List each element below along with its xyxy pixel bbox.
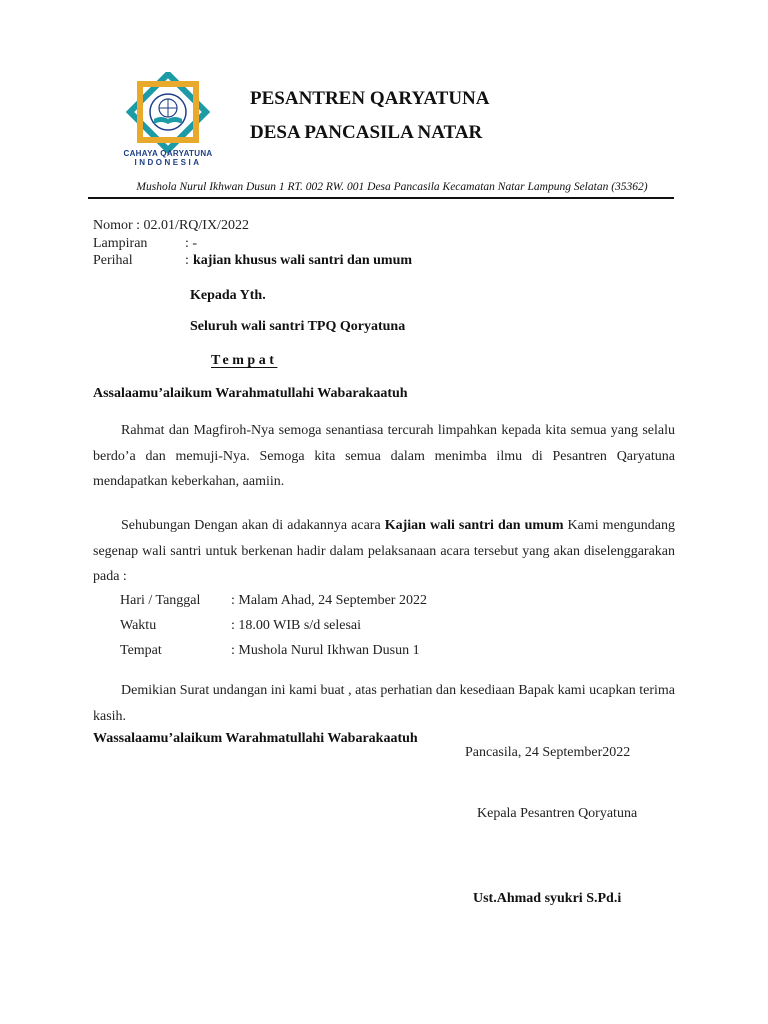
signature-place-date: Pancasila, 24 September2022 [465, 745, 631, 760]
letter-number: Nomor : 02.01/RQ/IX/2022 [93, 218, 249, 233]
subject-value: kajian khusus wali santri dan umum [193, 253, 413, 268]
detail-value-time: : 18.00 WIB s/d selesai [231, 618, 362, 633]
recipient-name: Seluruh wali santri TPQ Qoryatuna [190, 319, 406, 334]
paragraph-opening-text: Rahmat dan Magfiroh-Nya semoga senantiasa tercurah limpahkan kepada kita semua yang selalu berdo’a dan memuji-Nya. Semoga kita semua dalam menimba ilmu di Pesantren Qaryatuna mendapatkan keberkahan, aamiin. [93, 423, 675, 489]
recipient-place: Tempat [211, 353, 278, 368]
header-divider [88, 197, 674, 199]
detail-value-date: : Malam Ahad, 24 September 2022 [231, 593, 427, 608]
attachment-label: Lampiran [93, 236, 148, 251]
logo-caption-line1: CAHAYA QARYATUNA [123, 149, 213, 158]
opening-greeting: Assalaamu’alaikum Warahmatullahi Wabarakaatuh [93, 386, 408, 401]
paragraph-invitation-text-2: Kami mengundang segenap wali santri untuk berkenan hadir dalam pelaksanaan acara tersebut yang akan diselenggarakan pada : [93, 518, 675, 584]
logo-caption-line2: INDONESIA [134, 158, 202, 167]
event-name: Kajian wali santri dan umum [384, 518, 564, 533]
recipient-salutation: Kepada Yth. [190, 288, 266, 303]
paragraph-opening [93, 418, 675, 495]
paragraph-closing-text: Demikian Surat undangan ini kami buat , atas perhatian dan kesediaan Bapak kami ucapkan terima kasih. [93, 683, 675, 724]
closing-greeting: Wassalaamu’alaikum Warahmatullahi Wabarakaatuh [93, 731, 418, 746]
subject-colon: : [185, 253, 189, 268]
subject-label: Perihal [93, 253, 133, 268]
detail-label-time: Waktu [120, 618, 157, 633]
attachment-value: : - [185, 236, 198, 251]
paragraph-closing [93, 678, 675, 729]
detail-label-place: Tempat [120, 643, 162, 658]
paragraph-invitation [93, 513, 675, 590]
institution-subtitle: DESA PANCASILA NATAR [250, 122, 483, 143]
detail-label-date: Hari / Tanggal [120, 593, 201, 608]
institution-title: PESANTREN QARYATUNA [250, 88, 490, 109]
signature-position: Kepala Pesantren Qoryatuna [477, 806, 638, 821]
detail-value-place: : Mushola Nurul Ikhwan Dusun 1 [231, 643, 420, 658]
paragraph-invitation-text-1: Sehubungan Dengan akan di adakannya acara [121, 518, 385, 533]
signature-name: Ust.Ahmad syukri S.Pd.i [473, 891, 622, 906]
logo-caption [108, 149, 228, 167]
address-line: Mushola Nurul Ikhwan Dusun 1 RT. 002 RW. 001 Desa Pancasila Kecamatan Natar Lampung Selatan (35362) [136, 181, 648, 193]
